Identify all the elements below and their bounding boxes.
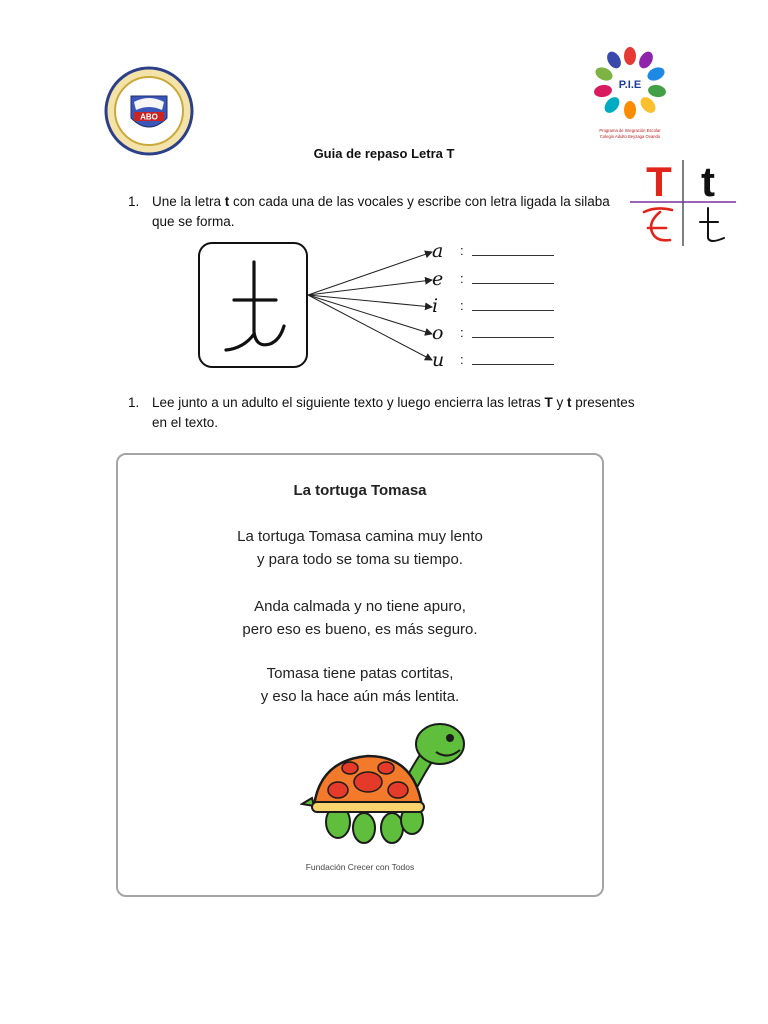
question-1-line2: que se forma. [152, 214, 235, 229]
chart-lower-cursive [700, 208, 724, 241]
vowel-row-i: i : [432, 295, 532, 317]
pie-logo-name: P.I.E [618, 79, 642, 91]
stanza-line: Tomasa tiene patas cortitas, [266, 665, 454, 682]
question-2-line2: en el texto. [152, 415, 219, 430]
vowel-u: u [432, 349, 445, 371]
chart-upper-cursive [644, 208, 672, 240]
story-credit: Fundación Crecer con Todos [305, 862, 415, 872]
answer-line-a[interactable] [472, 255, 554, 256]
vowel-i: i [432, 295, 439, 317]
story-title: La tortuga Tomasa [293, 482, 427, 499]
chart-lower-print: t [701, 158, 715, 205]
vowel-row-a: a : [432, 240, 532, 262]
question-2-number: 1. [128, 395, 140, 410]
letter-chart [626, 156, 740, 250]
pie-caption-line1: Programa de Integración Escolar [599, 128, 661, 133]
question-1-number: 1. [128, 194, 140, 209]
question-1-line1: Une la letra t con cada una de las vocales y escribe con letra ligada la silaba [152, 194, 610, 209]
answer-line-o[interactable] [472, 337, 554, 338]
stanza-line: y para todo se toma su tiempo. [257, 551, 463, 568]
cursive-t-letter [200, 244, 306, 366]
stanza-1 [116, 525, 604, 571]
question-2 [128, 393, 648, 435]
stanza-line: La tortuga Tomasa camina muy lento [237, 528, 483, 545]
stanza-3 [116, 662, 604, 708]
turtle-illustration [300, 720, 470, 850]
school-logo [104, 66, 194, 156]
vowel-e: e [432, 268, 444, 290]
page-title: Guia de repaso Letra T [313, 146, 455, 161]
stanza-line: pero eso es bueno, es más seguro. [242, 621, 478, 638]
chart-upper-print: T [646, 158, 672, 205]
stanza-2 [116, 595, 604, 641]
vowel-row-o: o : [432, 322, 532, 344]
stanza-line: Anda calmada y no tiene apuro, [254, 598, 466, 615]
stanza-line: y eso la hace aún más lentita. [260, 688, 460, 705]
question-1 [128, 192, 618, 234]
question-2-line1: Lee junto a un adulto el siguiente texto y luego encierra las letras T y t presentes [152, 395, 635, 410]
vowel-row-u: u : [432, 349, 532, 371]
letter-card [198, 242, 308, 368]
vowel-a: a [432, 240, 444, 262]
vowel-o: o [432, 322, 444, 344]
vowel-row-e: e : [432, 268, 532, 290]
pie-caption-line2: Colegio Adulto Beyzaga Ovando [599, 134, 661, 139]
pie-logo [584, 44, 676, 144]
school-logo-text: ABO [140, 112, 158, 122]
answer-line-i[interactable] [472, 310, 554, 311]
answer-line-e[interactable] [472, 283, 554, 284]
answer-line-u[interactable] [472, 364, 554, 365]
